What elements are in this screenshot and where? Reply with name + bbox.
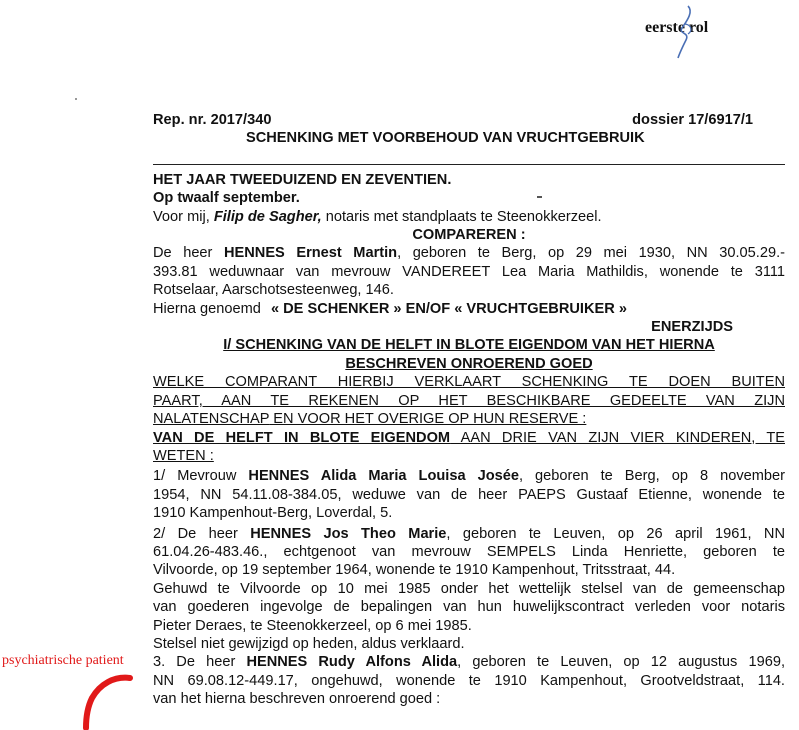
donee3-line-1 [153,653,785,671]
deed-document [153,111,785,709]
hierna-quote: « DE SCHENKER » EN/OF « VRUCHTGEBRUIKER » [270,300,627,317]
notary-line [153,208,785,226]
red-annotation-stroke [78,670,138,730]
hierna-pre: Hierna genoemd [153,300,261,317]
donor-pre: De heer [153,245,224,262]
donee2-pre: 2/ De heer [153,525,251,542]
declaration-line-3 [153,410,785,428]
donor-name: HENNES Ernest Martin [223,245,398,262]
scan-speck [75,98,77,100]
donee1-name: HENNES Alida Maria Louisa Josée [248,468,519,485]
notary-name: Filip de Sagher, [213,208,322,225]
marriage-line-1: Gehuwd te Vilvoorde op 10 mei 1985 onder het wettelijk stelsel van de gemeenschap [153,580,785,597]
section-heading-1: I/ SCHENKING VAN DE HELFT IN BLOTE EIGENDOM VAN HET HIERNA [223,337,715,354]
donee3-name: HENNES Rudy Alfons Alida [246,654,458,671]
notary-post: notaris met standplaats te Steenokkerzeel. [321,208,602,225]
margin-annotation [2,653,124,669]
dossier-number: dossier 17/6917/1 [632,112,753,128]
title-divider [153,164,785,165]
year-line: HET JAAR TWEEDUIZEND EN ZEVENTIEN. [153,171,452,188]
blue-signature-scribble [668,2,702,60]
deed-title-text: SCHENKING MET VOORBEHOUD VAN VRUCHTGEBRUIK [246,130,645,147]
rep-number: Rep. nr. 2017/340 [153,112,272,128]
marriage-line-3: Pieter Deraes, te Steenokkerzeel, op 6 mei 1985. [153,617,472,634]
scan-speck [537,196,542,198]
donee3-pre: 3. De heer [153,654,247,671]
section-heading-2: BESCHREVEN ONROEREND GOED [345,355,593,372]
donee2-line1-post: , geboren te Leuven, op 26 april 1961, NN [446,525,786,542]
marriage-line-4: Stelsel niet gewijzigd op heden, aldus verklaard. [153,635,465,652]
declaration-line-2: PAART, AAN TE REKENEN OP HET BESCHIKBARE GEDEELTE VAN ZIJN [153,392,785,409]
margin-annotation-text: psychiatrische patient [2,653,124,668]
donee1-line1-post: , geboren te Berg, op 8 november [518,468,785,485]
donor-line-1 [153,244,785,262]
declaration-helft: VAN DE HELFT IN BLOTE EIGENDOM [153,429,451,446]
donor-line1-post: , geboren te Berg, op 29 mei 1930, NN 30.05.29.- [397,245,785,262]
notary-pre: Voor mij, [153,208,214,225]
closing-line: van het hierna beschreven onroerend goed : [153,691,441,708]
donee3-line-2: NN 69.08.12-449.17, ongehuwd, wonende te 1910 Kampenhout, Grootveldstraat, 114. [153,672,785,689]
donee2-line-1 [153,525,785,543]
meta-row [153,111,753,129]
declaration-line-1: WELKE COMPARANT HIERBIJ VERKLAART SCHENKING TE DOEN BUITEN [153,374,785,391]
donee2-line-3: Vilvoorde, op 19 september 1964, wonende te 1910 Kampenhout, Tritsstraat, 44. [153,562,676,579]
enerzijds-label: ENERZIJDS [651,319,733,336]
donee1-line-3: 1910 Kampenhout-Berg, Loverdal, 5. [153,505,393,522]
compareren-heading: COMPAREREN : [412,227,526,244]
donee3-line1-post: , geboren te Leuven, op 12 augustus 1969, [457,654,785,671]
date-line: Op twaalf september. [153,190,300,207]
declaration-line3-rest: EN VOOR HET OVERIGE OP HUN RESERVE : [269,411,587,428]
declaration-nalatenschap: NALATENSCHAP [153,411,270,428]
donor-line-2: 393.81 weduwnaar van mevrouw VANDEREET Lea Maria Mathildis, wonende te 3111 [153,263,785,280]
declaration-line4-rest: AAN DRIE VAN ZIJN VIER KINDEREN, TE [450,429,785,446]
donee1-line-2: 1954, NN 54.11.08-384.05, weduwe van de heer PAEPS Gustaaf Etienne, wonende te [153,486,785,503]
roll-label-text: eerste rol [645,19,709,36]
donee2-name: HENNES Jos Theo Marie [250,525,447,542]
marriage-line-2: van goederen ingevolge de bepalingen van hun huwelijkscontract verleden voor notaris [153,599,785,616]
donee1-pre: 1/ Mevrouw [153,468,249,485]
hierna-line [153,300,785,318]
declaration-line-5: WETEN : [153,447,214,464]
deed-title [153,129,785,147]
donee2-line-2: 61.04.26-483.46., echtgenoot van mevrouw SEMPELS Linda Henriette, geboren te [153,543,785,560]
declaration-line-4 [153,429,785,447]
donee1-line-1 [153,467,785,485]
donor-line-3: Rotselaar, Aarschotsesteenweg, 146. [153,282,394,299]
